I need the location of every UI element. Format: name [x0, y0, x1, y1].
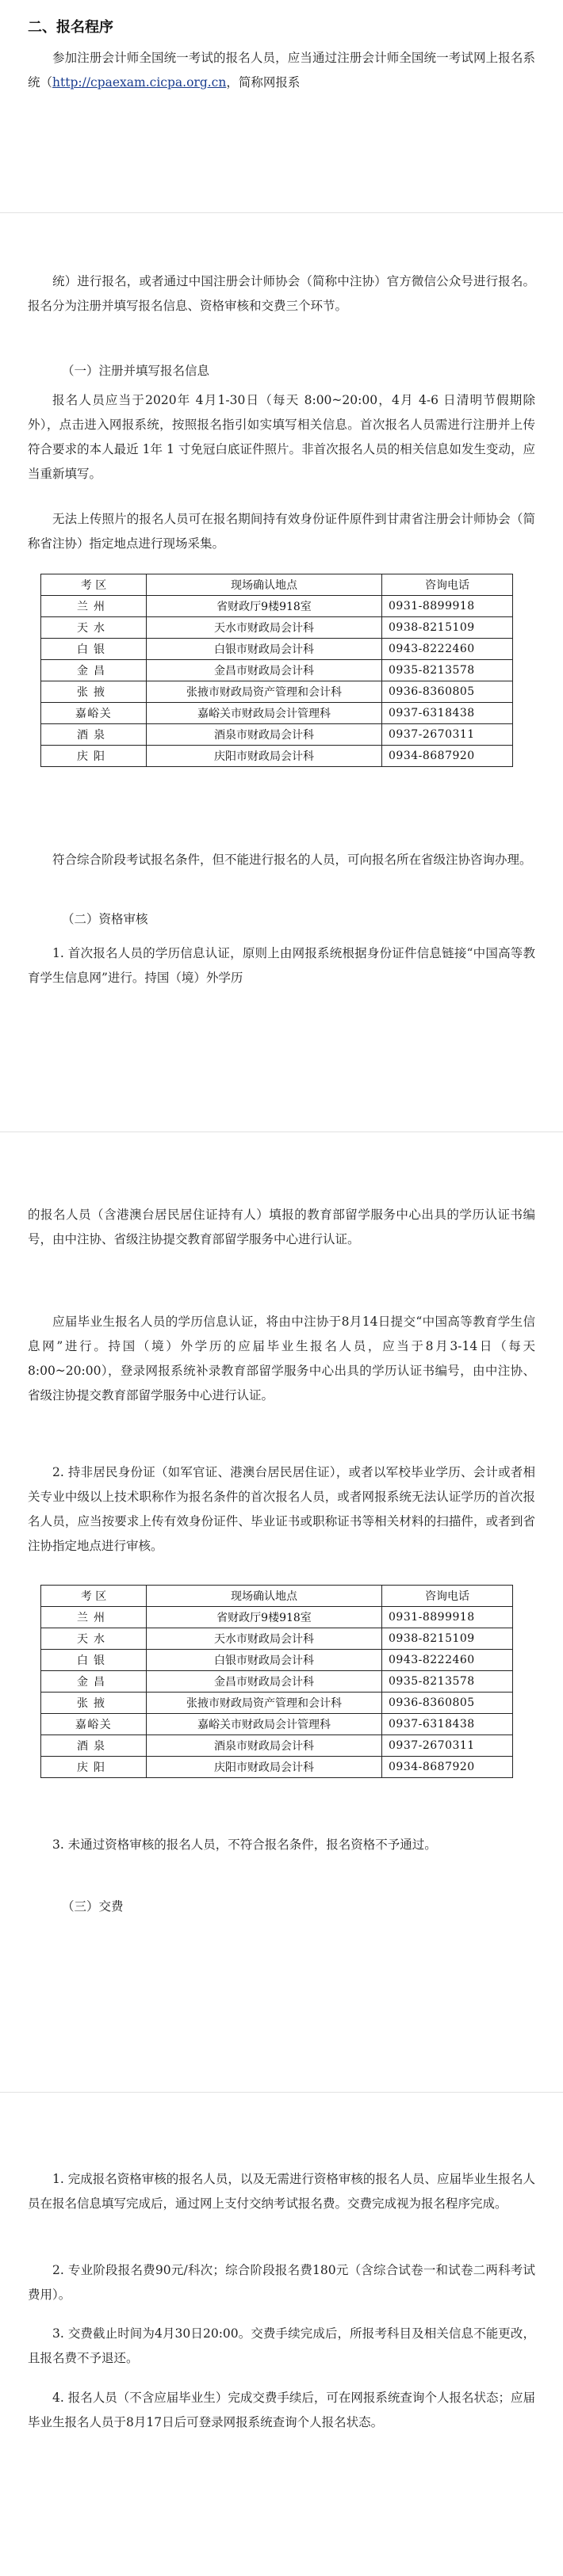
- cell-region: 天水: [41, 617, 147, 639]
- cell-region: 庆阳: [41, 1757, 147, 1778]
- cell-location: 白银市财政局会计科: [147, 1650, 382, 1671]
- header-location: 现场确认地点: [147, 1586, 382, 1607]
- qualification-paragraph-3: 3. 未通过资格审核的报名人员，不符合报名条件，报名资格不予通过。: [52, 1838, 437, 1852]
- table-header-row: [41, 1586, 513, 1607]
- payment-paragraph-2: 2. 专业阶段报名费90元/科次；综合阶段报名费180元（含综合试卷一和试卷二两科考试费用）。: [28, 2263, 535, 2302]
- intro-paragraph: [28, 46, 535, 95]
- confirmation-sites-table: [40, 574, 513, 767]
- cell-phone: 0937-6318438: [382, 1714, 513, 1735]
- continued-paragraph: 的报名人员（含港澳台居民居住证持有人）填报的教育部留学服务中心出具的学历认证书编号，由中注协、省级注协提交教育部留学服务中心进行认证。: [28, 1208, 535, 1246]
- table-row: [41, 1671, 513, 1693]
- cell-phone: 0937-2670311: [382, 724, 513, 746]
- cell-location: 金昌市财政局会计科: [147, 1671, 382, 1693]
- registration-system-link[interactable]: http://cpaexam.cicpa.org.cn: [52, 75, 227, 90]
- cell-region: 白银: [41, 639, 147, 660]
- cell-region: 金昌: [41, 660, 147, 681]
- cell-region: 酒泉: [41, 724, 147, 746]
- cell-phone: 0938-8215109: [382, 1628, 513, 1650]
- cell-region: 酒泉: [41, 1735, 147, 1757]
- table-row: [41, 1628, 513, 1650]
- cell-region: 嘉峪关: [41, 1714, 147, 1735]
- header-location: 现场确认地点: [147, 574, 382, 596]
- table-row: [41, 1693, 513, 1714]
- table-row: [41, 724, 513, 746]
- cell-location: 天水市财政局会计科: [147, 1628, 382, 1650]
- section-register-and-fill: [0, 269, 563, 1086]
- subsection-title-payment: （三）交费: [62, 1899, 124, 1914]
- cell-region: 张掖: [41, 681, 147, 703]
- table-row: [41, 639, 513, 660]
- table-row: [41, 1607, 513, 1628]
- register-period-paragraph: 报名人员应当于2020年 4月1-30日（每天 8:00~20:00，4月 4-6 日清明节假期除外），点击进入网报系统，按照报名指引如实填写相关信息。首次报名人员需进行注册并上传符合要求的本人最近 1年 1 寸免冠白底证件照片。非首次报名人员的相关信息如发生变动，应当重新填写。: [28, 393, 535, 481]
- cell-phone: 0935-8213578: [382, 660, 513, 681]
- cell-phone: 0938-8215109: [382, 617, 513, 639]
- cell-location: 省财政厅9楼918室: [147, 1607, 382, 1628]
- table-row: [41, 681, 513, 703]
- cell-phone: 0934-8687920: [382, 746, 513, 767]
- cell-region: 庆阳: [41, 746, 147, 767]
- cell-region: 天水: [41, 1628, 147, 1650]
- cell-phone: 0931-8899918: [382, 596, 513, 617]
- table-row: [41, 703, 513, 724]
- table-row: [41, 1714, 513, 1735]
- table-row: [41, 617, 513, 639]
- table-row: [41, 746, 513, 767]
- section-qualification-continued: [0, 1203, 563, 2074]
- qualification-paragraph-1: 1. 首次报名人员的学历信息认证，原则上由网报系统根据身份证件信息链接“中国高等教育学生信息网”进行。持国（境）外学历: [28, 946, 535, 985]
- cell-phone: 0937-6318438: [382, 703, 513, 724]
- cell-location: 金昌市财政局会计科: [147, 660, 382, 681]
- payment-paragraph-3: 3. 交费截止时间为4月30日20:00。交费手续完成后，所报考科目及相关信息不能更改，且报名费不予退还。: [28, 2326, 535, 2365]
- cell-phone: 0935-8213578: [382, 1671, 513, 1693]
- intro-text-part1: 参加注册会计师全国统一考试的报名人员，应当通过注册会计师全国统一考试网上报名系统（: [28, 51, 535, 90]
- graduate-verification-paragraph: 应届毕业生报名人员的学历信息认证，将由中注协于8月14日提交“中国高等教育学生信息网”进行。持国（境）外学历的应届毕业生报名人员，应当于8月3-14日（每天 8:00~20:00），登录网报系统补录教育部留学服务中心出具的学历认证书编号，由中注协、省级注协提交教育部留学服务中心进行认证。: [28, 1315, 535, 1402]
- cell-location: 白银市财政局会计科: [147, 639, 382, 660]
- cell-location: 张掖市财政局资产管理和会计科: [147, 1693, 382, 1714]
- cell-region: 白银: [41, 1650, 147, 1671]
- cell-region: 兰州: [41, 1607, 147, 1628]
- cell-phone: 0943-8222460: [382, 1650, 513, 1671]
- qualification-paragraph-2: 2. 持非居民身份证（如军官证、港澳台居民居住证），或者以军校毕业学历、会计或者相关专业中级以上技术职称作为报名条件的首次报名人员，或者网报系统无法认证学历的首次报名人员，应当按要求上传有效身份证件、毕业证书或职称证书等相关材料的扫描件，或者到省注协指定地点进行审核。: [28, 1465, 535, 1553]
- header-phone: 咨询电话: [382, 1586, 513, 1607]
- header-region: 考 区: [41, 574, 147, 596]
- table-header-row: [41, 574, 513, 596]
- header-phone: 咨询电话: [382, 574, 513, 596]
- subsection-title-register: （一）注册并填写报名信息: [62, 364, 210, 378]
- section-heading: 二、报名程序: [28, 19, 113, 36]
- cell-phone: 0943-8222460: [382, 639, 513, 660]
- cell-region: 张掖: [41, 1693, 147, 1714]
- cell-location: 酒泉市财政局会计科: [147, 1735, 382, 1757]
- cell-location: 嘉峪关市财政局会计管理科: [147, 703, 382, 724]
- consult-paragraph: 符合综合阶段考试报名条件，但不能进行报名的人员，可向报名所在省级注协咨询办理。: [52, 853, 532, 867]
- cell-phone: 0934-8687920: [382, 1757, 513, 1778]
- cell-location: 省财政厅9楼918室: [147, 596, 382, 617]
- cell-phone: 0936-8360805: [382, 1693, 513, 1714]
- table-row: [41, 596, 513, 617]
- cell-region: 嘉峪关: [41, 703, 147, 724]
- cell-location: 庆阳市财政局会计科: [147, 1757, 382, 1778]
- section-payment: [0, 2167, 563, 2563]
- header-region: 考 区: [41, 1586, 147, 1607]
- cell-location: 张掖市财政局资产管理和会计科: [147, 681, 382, 703]
- subsection-title-qualification: （二）资格审核: [62, 912, 148, 926]
- payment-paragraph-4: 4. 报名人员（不含应届毕业生）完成交费手续后，可在网报系统查询个人报名状态；应届毕业生报名人员于8月17日后可登录网报系统查询个人报名状态。: [28, 2391, 535, 2429]
- photo-collection-paragraph: 无法上传照片的报名人员可在报名期间持有效身份证件原件到甘肃省注册会计师协会（简称省注协）指定地点进行现场采集。: [28, 512, 535, 551]
- cell-region: 兰州: [41, 596, 147, 617]
- cell-phone: 0936-8360805: [382, 681, 513, 703]
- table-row: [41, 660, 513, 681]
- table-row: [41, 1757, 513, 1778]
- cell-location: 嘉峪关市财政局会计管理科: [147, 1714, 382, 1735]
- table-row: [41, 1650, 513, 1671]
- payment-paragraph-1: 1. 完成报名资格审核的报名人员，以及无需进行资格审核的报名人员、应届毕业生报名人员在报名信息填写完成后，通过网上支付交纳考试报名费。交费完成视为报名程序完成。: [28, 2172, 535, 2211]
- cell-location: 庆阳市财政局会计科: [147, 746, 382, 767]
- intro-text-part2: ，简称网报系: [226, 75, 301, 90]
- table-row: [41, 1735, 513, 1757]
- page-break-divider: [0, 212, 563, 213]
- cell-phone: 0931-8899918: [382, 1607, 513, 1628]
- cell-phone: 0937-2670311: [382, 1735, 513, 1757]
- cell-region: 金昌: [41, 1671, 147, 1693]
- continued-paragraph: 统）进行报名，或者通过中国注册会计师协会（简称中注协）官方微信公众号进行报名。报名分为注册并填写报名信息、资格审核和交费三个环节。: [28, 274, 535, 313]
- confirmation-sites-table-2: [40, 1585, 513, 1778]
- section-registration-procedure: [0, 0, 563, 127]
- cell-location: 酒泉市财政局会计科: [147, 724, 382, 746]
- page-break-divider: [0, 2092, 563, 2093]
- cell-location: 天水市财政局会计科: [147, 617, 382, 639]
